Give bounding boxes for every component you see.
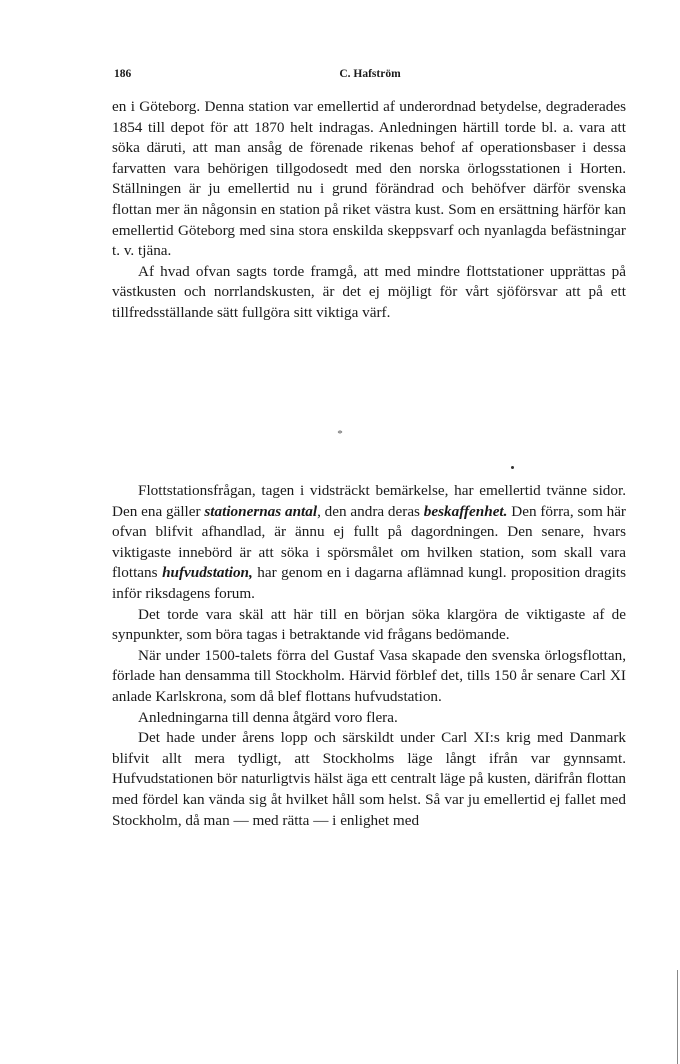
paragraph-continued: en i Göteborg. Denna station var emellertid af underordnad betydelse, degraderades 1854 till depot för att 1870 helt indragas. Anledningen härtill torde bl. a. vara att söka däruti, att man ansåg de förenade rikenas behof af operationsbaser i dessa farvatten vara behörigen tillgodosedt med den norska örlogsstationen i Horten. Ställningen är ju emellertid nu i grund förändrad och behöfver därför svenska flottan mer än någonsin en station på riket västra kust. Som en ersättning härför kan emellertid Göteborg med sina stora enskilda skeppsvarf och nyanlagda befästningar t. v. tjäna.: [112, 98, 626, 260]
print-speck: [511, 466, 514, 469]
paragraph-anledningarna: Anledningarna till denna åtgärd voro flera.: [138, 708, 398, 726]
text-run: , den andra deras: [317, 502, 424, 520]
paragraph-carl-xi: Det hade under årens lopp och särskildt under Carl XI:s krig med Danmark blifvit allt mera tydligt, att Stockholms läge långt ifrån var gynnsamt. Hufvudstationen bör naturligtvis hälst äga ett centralt läge på kusten, därifrån flottan med fördel kan vända sig åt hvilket håll som helst. Så var ju emellertid ej fallet med Stockholm, då man — med rätta — i enlighet med: [112, 729, 626, 829]
text-run: har genom en i dagarna aflämnad kungl. proposition dragits inför riksdagens forum.: [112, 564, 627, 602]
emphasis-hufvudstation: hufvudstation,: [162, 564, 253, 582]
running-head-author: C. Hafström: [339, 68, 401, 80]
paragraph-flottstationsfragan: [112, 481, 626, 605]
text-run: Den förra, som här ofvan blifvit afhandlad, är ännu ej fullt på dagordningen. Den senare, hvars viktigaste innebörd är att söka i spörsmålet om hvilken station, som skall vara flottans: [112, 502, 626, 582]
section-separator-asterisk: *: [337, 428, 343, 440]
text-section-1: [112, 97, 626, 324]
emphasis-beskaffenhet: beskaffenhet.: [423, 502, 508, 520]
paragraph-conclusion: Af hvad ofvan sagts torde framgå, att med mindre flottstationer upprättas på västkusten och norrlandskusten, är det ej möjligt för vårt sjöförsvar att på ett tillfredsställande sätt fullgöra sitt viktiga värf.: [112, 262, 626, 321]
paragraph-synpunkter: Det torde vara skäl att här till en början söka klargöra de viktigaste af de synpunkter, som böra tagas i betraktande vid frågans bedömande.: [112, 605, 626, 644]
paragraph-gustaf-vasa: När under 1500-talets förra del Gustaf Vasa skapade den svenska örlogsflottan, förlade han densamma till Stockholm. Härvid förblef det, tills 150 år senare Carl XI anlade Karlskrona, som då blef flottans hufvudstation.: [112, 646, 626, 705]
text-section-2: [112, 481, 626, 831]
page-header: [114, 68, 626, 84]
emphasis-stationernas-antal: stationernas antal: [204, 502, 318, 520]
scan-edge-line: [677, 970, 678, 1064]
page-number: 186: [114, 68, 132, 80]
text-run: Flottstationsfrågan, tagen i vidsträckt bemärkelse, har emellertid tvänne sidor. Den ena gäller: [112, 482, 626, 520]
